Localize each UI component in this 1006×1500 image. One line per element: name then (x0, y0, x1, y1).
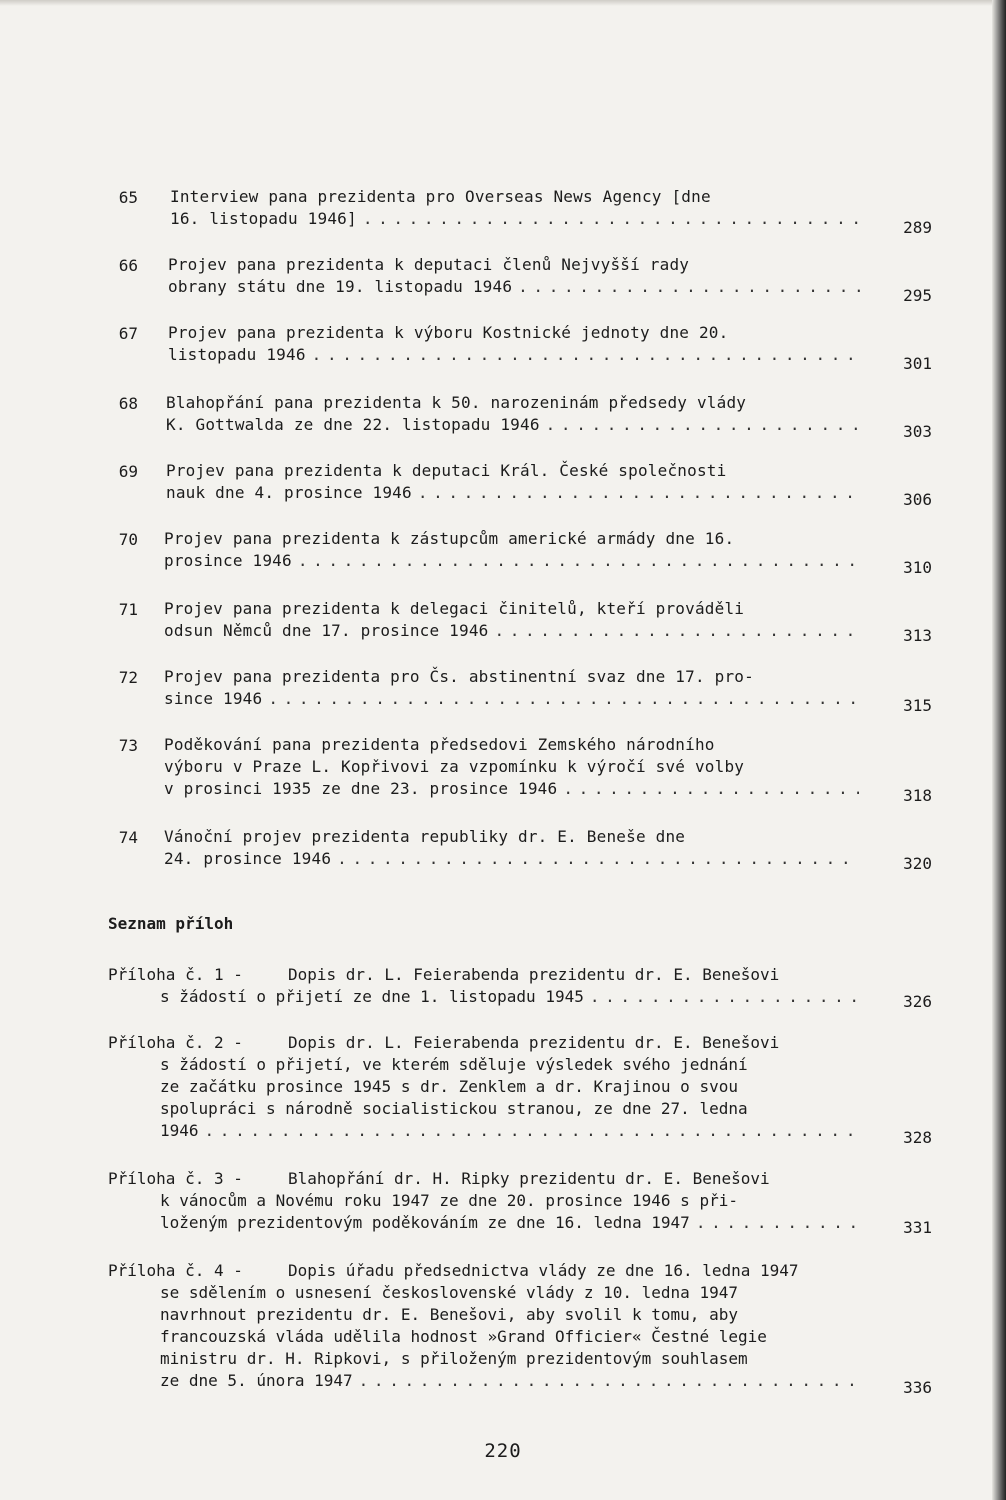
entry-page: 318 (903, 786, 932, 805)
entry-page: 313 (903, 626, 932, 645)
leader-dots (363, 208, 865, 230)
entry-line: se sdělením o usnesení československé vlády z 10. ledna 1947 (160, 1283, 738, 1302)
entry-line: s žádostí o přijetí ze dne 1. listopadu 1945 (160, 987, 584, 1006)
entry-last-line (160, 986, 860, 1008)
entry-title (164, 826, 824, 870)
entry-line: Blahopřání dr. H. Ripky prezidentu dr. E. Benešovi (288, 1169, 770, 1188)
entry-page: 320 (903, 854, 932, 873)
entry-last-line (160, 1212, 860, 1234)
attachment-title (288, 1168, 770, 1190)
attachment-title (288, 1260, 799, 1282)
entry-line: 24. prosince 1946 (164, 849, 332, 868)
leader-dots (518, 276, 863, 298)
entry-last-line (164, 688, 859, 710)
entry-last-line (164, 550, 859, 572)
entry-line: ministru dr. H. Ripkovi, s přiloženým prezidentovým souhlasem (160, 1349, 748, 1368)
leader-dots (563, 778, 859, 800)
attachment-label: Příloha č. 2 - (108, 1033, 243, 1052)
entry-number: 65 (118, 188, 138, 207)
entry-page: 328 (903, 1128, 932, 1147)
entry-title (170, 186, 830, 230)
leader-dots (312, 344, 863, 366)
entry-title (164, 734, 824, 800)
attachment-label: Příloha č. 1 - (108, 965, 243, 984)
attachment-title-cont (160, 1054, 860, 1142)
attachment-title-cont (160, 1190, 860, 1234)
entry-line: ze dne 5. února 1947 (160, 1371, 353, 1390)
entry-line: listopadu 1946 (168, 345, 306, 364)
leader-dots (590, 986, 860, 1008)
entry-title (166, 392, 826, 436)
entry-line: Dopis dr. L. Feierabenda prezidentu dr. E. Benešovi (288, 1033, 780, 1052)
leader-dots (418, 482, 861, 504)
entry-number: 66 (118, 256, 138, 275)
entry-line: Projev pana prezidenta k zástupcům americké armády dne 16. (164, 529, 735, 548)
entry-number: 70 (118, 530, 138, 549)
entry-number: 74 (118, 828, 138, 847)
attachment-title (288, 964, 779, 986)
attachment-label: Příloha č. 3 - (108, 1169, 243, 1188)
entry-line: 16. listopadu 1946] (170, 209, 357, 228)
entry-last-line (164, 848, 859, 870)
attachment-label: Příloha č. 4 - (108, 1261, 243, 1280)
entry-page: 289 (903, 218, 932, 237)
entry-line: K. Gottwalda ze dne 22. listopadu 1946 (166, 415, 540, 434)
entry-line: 1946 (160, 1121, 199, 1140)
entry-title (164, 528, 824, 572)
entry-number: 68 (118, 394, 138, 413)
entry-last-line (160, 1120, 860, 1142)
entry-page: 331 (903, 1218, 932, 1237)
entry-line: spolupráci s národně socialistickou stranou, ze dne 27. ledna (160, 1099, 748, 1118)
entry-line: francouzská vláda udělila hodnost »Grand Officier« Čestné legie (160, 1327, 767, 1346)
entry-line: v prosinci 1935 ze dne 23. prosince 1946 (164, 779, 558, 798)
entry-title (168, 322, 828, 366)
entry-title (168, 254, 828, 298)
entry-title (166, 460, 826, 504)
entry-line: Dopis dr. L. Feierabenda prezidentu dr. E. Benešovi (288, 965, 780, 984)
leader-dots (337, 848, 859, 870)
entry-line: ze začátku prosince 1945 s dr. Zenklem a dr. Krajinou o svou (160, 1077, 738, 1096)
entry-number: 71 (118, 600, 138, 619)
entry-line: navrhnout prezidentu dr. E. Benešovi, aby svolil k tomu, aby (160, 1305, 738, 1324)
entry-page: 295 (903, 286, 932, 305)
entry-line: Vánoční projev prezidenta republiky dr. E. Beneše dne (164, 827, 686, 846)
attachment-title (288, 1032, 779, 1054)
entry-line: Dopis úřadu předsednictva vlády ze dne 16. ledna 1947 (288, 1261, 799, 1280)
entry-line: Projev pana prezidenta k výboru Kostnické jednoty dne 20. (168, 323, 729, 342)
entry-line: k vánocům a Novému roku 1947 ze dne 20. prosince 1946 s při- (160, 1191, 738, 1210)
leader-dots (268, 688, 859, 710)
entry-line: Projev pana prezidenta k deputaci Král. České společnosti (166, 461, 727, 480)
attachment-title-cont (160, 986, 860, 1008)
entry-number: 73 (118, 736, 138, 755)
leader-dots (205, 1120, 860, 1142)
leader-dots (696, 1212, 860, 1234)
entry-line: odsun Němců dne 17. prosince 1946 (164, 621, 489, 640)
leader-dots (298, 550, 859, 572)
entry-number: 67 (118, 324, 138, 343)
entry-last-line (164, 778, 859, 800)
entry-line: Projev pana prezidenta k delegaci činitelů, kteří prováděli (164, 599, 745, 618)
entry-line: Interview pana prezidenta pro Overseas News Agency [dne (170, 187, 711, 206)
entry-line: Poděkování pana prezidenta předsedovi Zemského národního (164, 735, 715, 754)
entry-page: 336 (903, 1378, 932, 1397)
entry-last-line (160, 1370, 860, 1392)
entry-last-line (164, 620, 859, 642)
entry-line: Projev pana prezidenta k deputaci členů Nejvyšší rady (168, 255, 690, 274)
page-edge (992, 0, 1006, 1500)
entry-line: since 1946 (164, 689, 263, 708)
leader-dots (494, 620, 859, 642)
entry-title (164, 598, 824, 642)
entry-line: Projev pana prezidenta pro Čs. abstinentní svaz dne 17. pro- (164, 667, 754, 686)
entry-last-line (170, 208, 865, 230)
entry-page: 306 (903, 490, 932, 509)
entry-line: obrany státu dne 19. listopadu 1946 (168, 277, 513, 296)
entry-line: Blahopřání pana prezidenta k 50. narozeninám předsedy vlády (166, 393, 747, 412)
entry-number: 69 (118, 462, 138, 481)
entry-page: 310 (903, 558, 932, 577)
entry-last-line (166, 414, 861, 436)
page-top-shadow (0, 0, 992, 6)
section-heading: Seznam příloh (108, 914, 234, 933)
entry-line: nauk dne 4. prosince 1946 (166, 483, 412, 502)
entry-line: s žádostí o přijetí, ve kterém sděluje výsledek svého jednání (160, 1055, 748, 1074)
entry-last-line (166, 482, 861, 504)
entry-line: výboru v Praze L. Kopřivovi za vzpomínku k výročí své volby (164, 757, 745, 776)
entry-page: 315 (903, 696, 932, 715)
entry-last-line (168, 276, 863, 298)
entry-line: prosince 1946 (164, 551, 292, 570)
page-number: 220 (484, 1440, 522, 1462)
entry-page: 326 (903, 992, 932, 1011)
entry-page: 301 (903, 354, 932, 373)
entry-last-line (168, 344, 863, 366)
leader-dots (546, 414, 861, 436)
entry-line: loženým prezidentovým poděkováním ze dne 16. ledna 1947 (160, 1213, 690, 1232)
leader-dots (359, 1370, 860, 1392)
entry-number: 72 (118, 668, 138, 687)
entry-page: 303 (903, 422, 932, 441)
entry-title (164, 666, 824, 710)
attachment-title-cont (160, 1282, 860, 1392)
